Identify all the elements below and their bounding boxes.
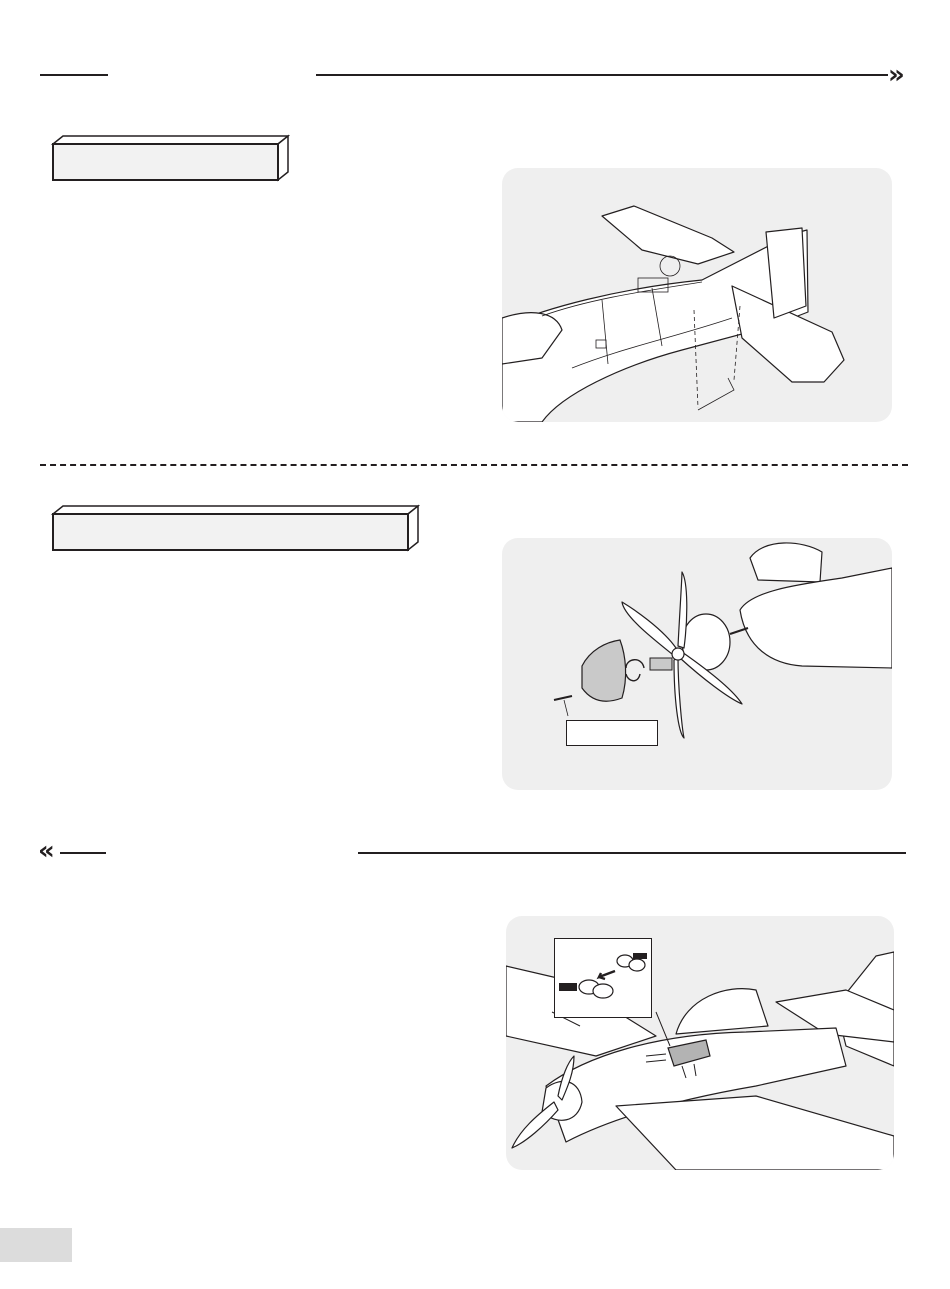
section2-rule-short	[60, 852, 106, 854]
section-dashed-divider	[40, 464, 908, 466]
step-1-label-box	[50, 134, 300, 184]
connector-inset	[554, 938, 652, 1018]
double-chevron-right-icon: »	[888, 60, 905, 90]
step-2-illustration	[502, 538, 892, 790]
section2-rule-long	[358, 852, 906, 854]
step-1-illustration	[502, 168, 892, 422]
header-rule-short	[40, 74, 108, 76]
battery-illustration	[506, 916, 894, 1170]
header-rule-long	[316, 74, 888, 76]
page-number-tab	[0, 1228, 72, 1262]
double-chevron-left-icon: «	[38, 836, 55, 866]
step-2-label-box	[50, 504, 430, 554]
step-2-callout-box	[566, 720, 658, 746]
